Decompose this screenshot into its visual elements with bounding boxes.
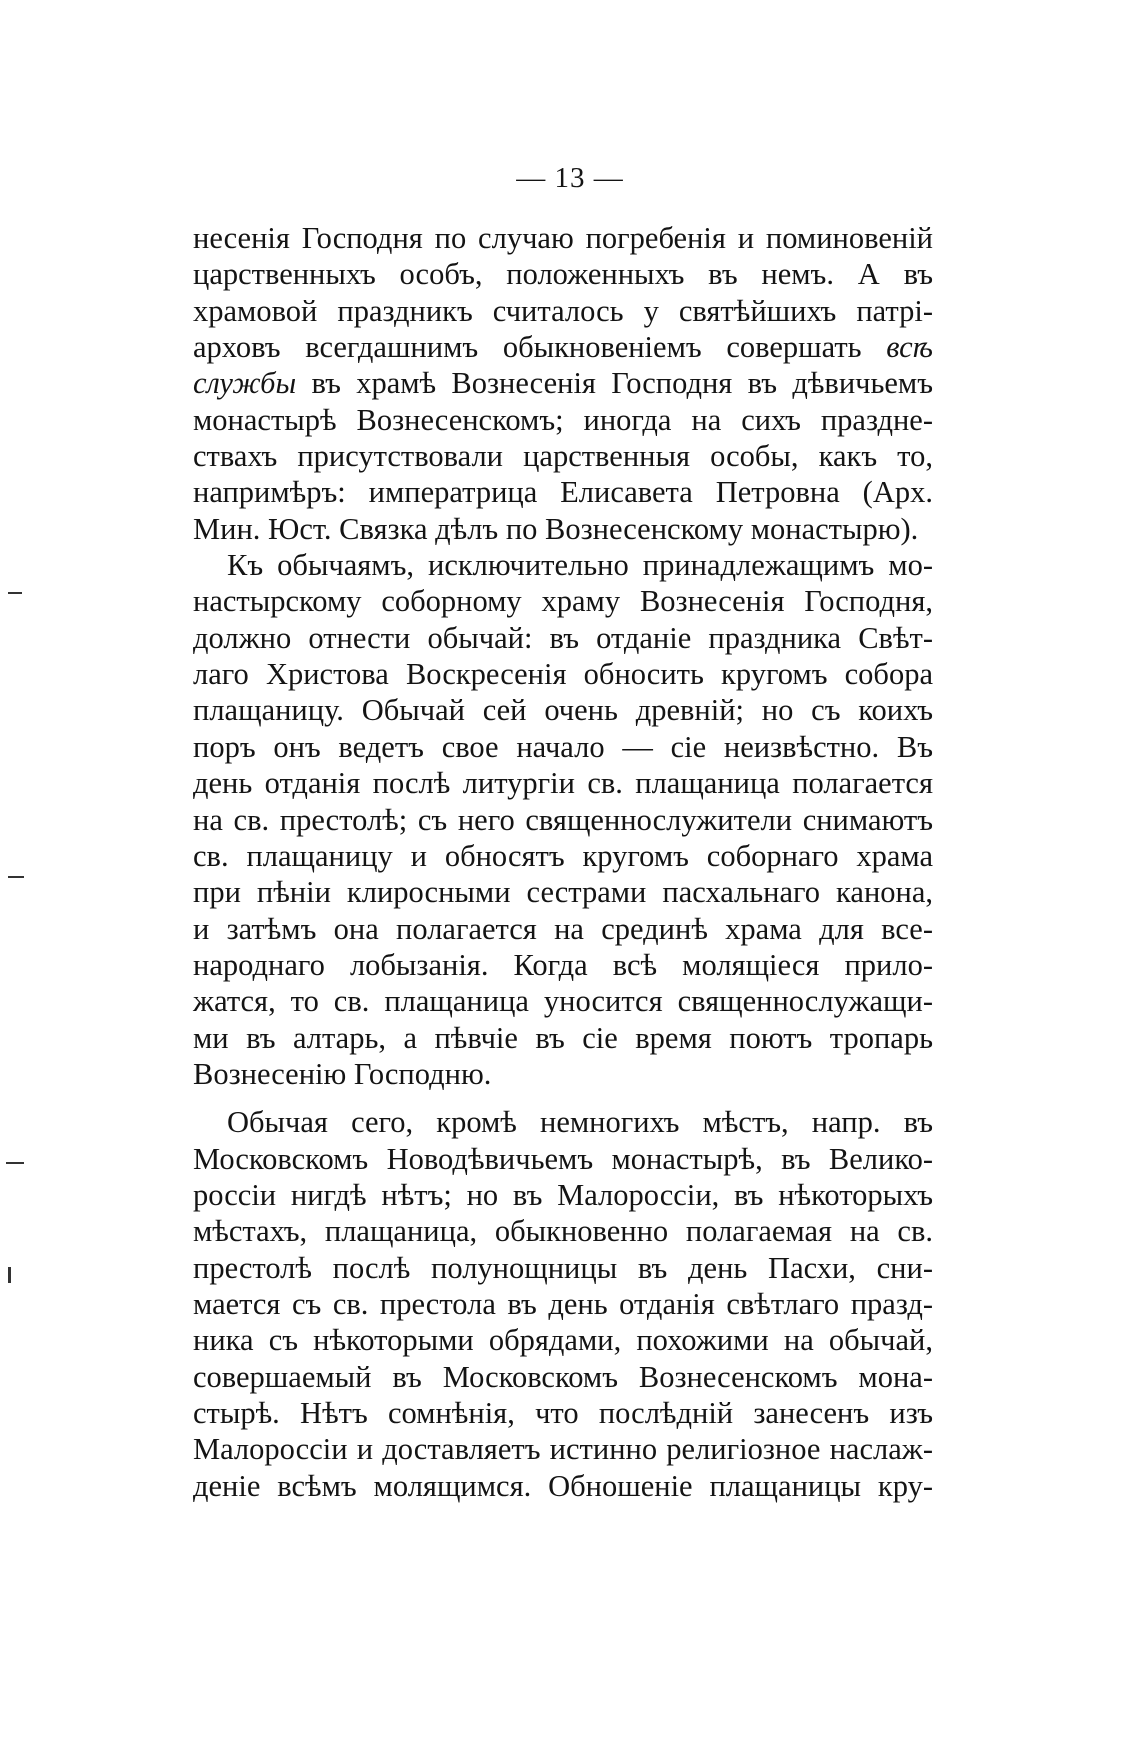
text-body [193,220,933,1504]
text-line: плащаницу. Обычай сей очень древній; но съ коихъ [193,693,933,728]
line-text: арховъ всегдашнимъ обыкновеніемъ совершать [193,330,862,365]
text-line [193,329,933,365]
text-line: должно отнести обычай: въ отданіе праздника Свѣт- [193,620,933,655]
text-line: напримѣръ: императрица Елисавета Петровна (Арх. [193,475,933,510]
page-number: — 13 — [516,162,624,194]
text-line: храмовой праздникъ считалось у святѣйшихъ патрі- [193,293,933,328]
text-line: на св. престолѣ; съ него священнослужители снимаютъ [193,802,933,837]
text-line: и затѣмъ она полагается на срединѣ храма для все- [193,911,933,946]
text-line: народнаго лобызанія. Когда всѣ молящіеся прило- [193,947,933,982]
paragraph-1 [193,220,933,547]
text-line: Малороссіи и доставляетъ истинно религіозное наслаж- [193,1432,933,1467]
text-line: Московскомъ Новодѣвичьемъ монастырѣ, въ Велико- [193,1141,933,1176]
text-line: мѣстахъ, плащаница, обыкновенно полагаемая на св. [193,1214,933,1249]
line-text: въ храмѣ Вознесенія Господня въ дѣвичьемъ [311,366,934,401]
text-line [193,365,933,401]
text-line: Къ обычаямъ, исключительно принадлежащимъ мо- [227,548,933,583]
text-line: царственныхъ особъ, положенныхъ въ немъ. А въ [193,257,933,292]
text-line: ника съ нѣкоторыми обрядами, похожими на обычай, [193,1323,933,1358]
text-line: Мин. Юст. Связка дѣлъ по Вознесенскому монастырю). [193,511,919,546]
text-line: стырѣ. Нѣтъ сомнѣнія, что послѣдній занесенъ изъ [193,1396,933,1430]
scan-mark [8,1267,11,1283]
text-line: несенія Господня по случаю погребенія и поминовеній [193,221,933,255]
text-line: настырскому соборному храму Вознесенія Господня, [193,584,933,619]
text-line: монастырѣ Вознесенскомъ; иногда на сихъ праздне- [193,402,933,437]
text-line: ми въ алтарь, а пѣвчіе въ сіе время поютъ тропарь [193,1020,933,1055]
text-line: ствахъ присутствовали царственныя особы, какъ то, [193,439,933,474]
text-line: св. плащаницу и обносятъ кругомъ соборнаго храма [193,838,933,873]
text-line: россіи нигдѣ нѣтъ; но въ Малороссіи, въ нѣкоторыхъ [193,1177,933,1212]
paragraph-3 [193,1104,933,1504]
italic-word: службы [193,366,297,401]
text-line: престолѣ послѣ полунощницы въ день Пасхи, сни- [193,1250,933,1285]
text-line: при пѣніи клиросными сестрами пасхальнаго канона, [193,875,933,910]
scan-mark [8,592,22,594]
text-line: поръ онъ ведетъ свое начало — сіе неизвѣстно. Въ [193,729,933,764]
text-line: лаго Христова Воскресенія обносить кругомъ собора [193,657,933,692]
text-line: Вознесенію Господню. [193,1056,492,1091]
italic-word: всѣ [886,330,933,365]
paragraph-2 [193,547,933,1092]
text-line: деніе всѣмъ молящимся. Обношеніе плащаницы кру- [193,1468,933,1503]
text-line: совершаемый въ Московскомъ Вознесенскомъ мона- [193,1359,933,1394]
scan-mark [8,876,24,878]
text-line: мается съ св. престола въ день отданія свѣтлаго празд- [193,1286,933,1321]
text-line: Обычая сего, кромѣ немногихъ мѣстъ, напр. въ [227,1105,933,1140]
text-line: день отданія послѣ литургіи св. плащаница полагается [193,766,933,801]
text-line: жатся, то св. плащаница уносится священнослужащи- [193,984,933,1019]
scan-mark [6,1162,24,1164]
